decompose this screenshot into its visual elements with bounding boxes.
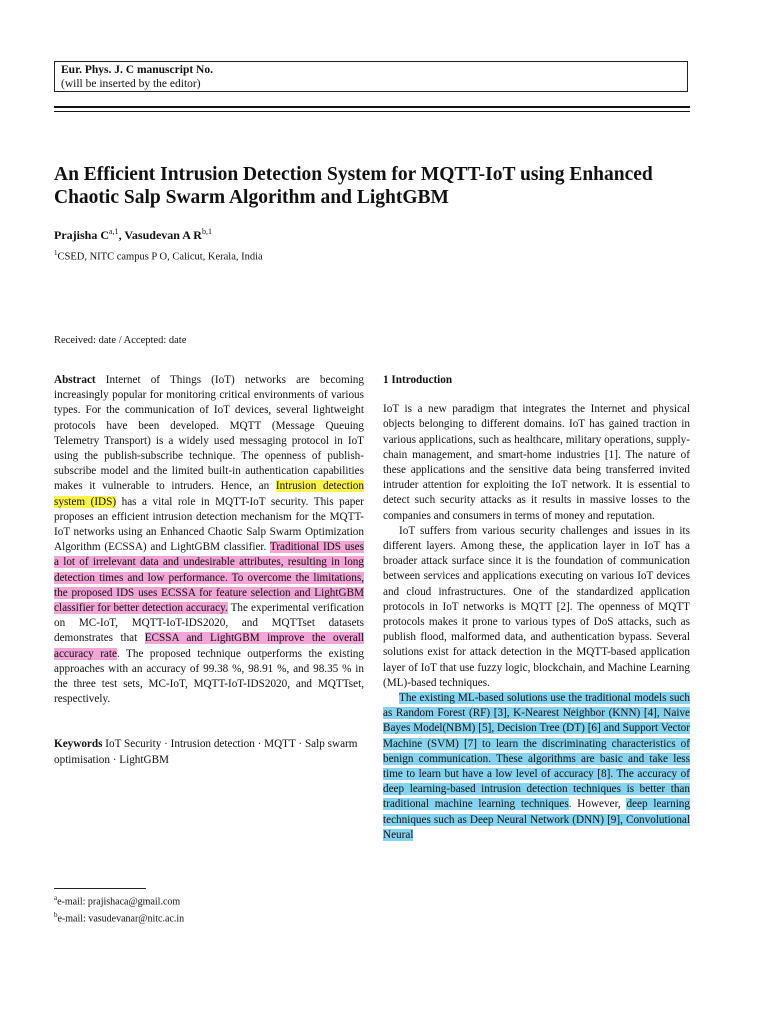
highlight-blue[interactable]: deep learning techniques such as Deep Neural Network (DNN) [9], Convolutional Neural (383, 798, 690, 841)
editor-note: (will be inserted by the editor) (61, 78, 201, 90)
keywords-text: IoT Security · Intrusion detection · MQTT · Salp swarm optimisation · LightGBM (54, 738, 358, 766)
footnote-marker: a (54, 894, 58, 902)
abstract-text: The experimental verification on MC-IoT, MQTT-IoT-IDS2020, and MQTTset datasets demonstrates that (54, 602, 364, 645)
left-column (54, 373, 364, 768)
journal-name: Eur. Phys. J. C manuscript No. (61, 64, 213, 76)
footnote-email (54, 892, 184, 909)
abstract-text: Internet of Things (IoT) networks are becoming increasingly popular for monitoring critical environments of various types. For the communication of IoT devices, several lightweight protocols have been developed. MQTT (Message Queuing Telemetry Transport) is a widely used messaging protocol in IoT using the publish-subscribe technique. The openness of publish-subscribe model and the limited built-in authentication capabilities makes it vulnerable to intruders. Hence, an (54, 374, 364, 493)
affiliation-marker: 1 (54, 249, 58, 257)
section-heading: 1 Introduction (383, 374, 453, 386)
journal-header-box (54, 61, 688, 92)
author-affil-marker: a,1 (109, 227, 119, 236)
highlight-blue[interactable]: The existing ML-based solutions use the traditional models such as Random Forest (RF) [3], K-Nearest Neighbor (KNN) [4], Naive Bayes Model(NBM) [5], Decision Tree (DT) [6] and Support Vector Machine (SVM) [7] to learn the discriminating characteristics of benign communication. These algorithms are basic and take less time to learn but have a low level of accuracy [8]. The accuracy of deep learning-based intrusion detection techniques is better than traditional machine learning techniques (383, 692, 690, 811)
author-list (54, 227, 212, 243)
header-rule-thin (54, 111, 690, 112)
paper-title: An Efficient Intrusion Detection System for MQTT-IoT using Enhanced Chaotic Salp Swarm Algorithm and LightGBM (54, 164, 653, 208)
intro-paragraph: IoT suffers from various security challenges and issues in its different layers. Among these, the application layer in IoT has a broader attack surface since it is the foundation of communication between services and applications executing on various IoT devices and cloud infrastructures. One of the standardized application protocols in IoT networks is MQTT [2]. The openness of MQTT protocols makes it prone to various types of DoS attacks, such as publish flood, malformed data, and authentication bypass. Several solutions exist for attack detection in the MQTT-based application layer of IoT that use fuzzy logic, blockchain, and Machine Learning (ML)-based techniques. (383, 524, 690, 689)
footnote-email (54, 909, 184, 926)
footnotes (54, 892, 184, 926)
affiliation-text: CSED, NITC campus P O, Calicut, Kerala, India (57, 251, 263, 263)
author-affil-marker: b,1 (201, 227, 212, 236)
received-date: Received: date / Accepted: date (54, 335, 187, 346)
highlight-pink[interactable]: ECSSA and LightGBM improve the overall accuracy rate (54, 632, 365, 660)
abstract-text: . The proposed technique outperforms the existing approaches with an accuracy of 99.38 %, 98.91 %, and 98.35 % in the three test sets, MC-IoT, MQTT-IoT-IDS2020, and MQTTset, respectively. (54, 647, 364, 706)
keywords (54, 737, 364, 767)
abstract-text: has a vital role in MQTT-IoT security. This paper proposes an efficient intrusion detection mechanism for the MQTT-IoT networks using an Enhanced Chaotic Salp Swarm Optimization Algorithm (ECSSA) and LightGBM classifier. (54, 495, 364, 554)
right-column (383, 373, 690, 843)
affiliation (54, 249, 263, 263)
highlight-pink[interactable]: Traditional IDS uses a lot of irrelevant data and undesirable attributes, resulting in long detection times and low performance. To overcome the limitations, the proposed IDS uses ECSSA for feature selection and LightGBM classifier for better detection accuracy. (54, 541, 364, 615)
footnote-rule (54, 888, 146, 889)
intro-paragraph: IoT is a new paradigm that integrates the Internet and physical objects belonging to different domains. IoT has gained traction in various applications, such as healthcare, military operations, supply-chain management, and smart-home industries [1]. The nature of these applications and the sensitive data being transferred invited intruder attention for exploiting the IoT network. It is essential to detect such security attacks as it results in massive losses to the companies and consumers in terms of money and reputation. (383, 403, 690, 522)
author-name: Vasudevan A R (124, 228, 202, 242)
author-separator: , (118, 228, 125, 242)
intro-paragraph (383, 691, 690, 843)
header-rule-thick (54, 106, 690, 108)
abstract (54, 373, 364, 707)
footnote-text: e-mail: vasudevanar@nitc.ac.in (57, 913, 185, 925)
author-name: Prajisha C (54, 228, 109, 242)
keywords-label: Keywords (54, 738, 103, 751)
footnote-text: e-mail: prajishaca@gmail.com (57, 896, 181, 908)
footnote-marker: b (54, 910, 58, 919)
highlight-yellow[interactable]: Intrusion detection system (IDS) (54, 480, 364, 508)
abstract-label: Abstract (54, 374, 96, 386)
intro-text: . However, (568, 798, 627, 811)
